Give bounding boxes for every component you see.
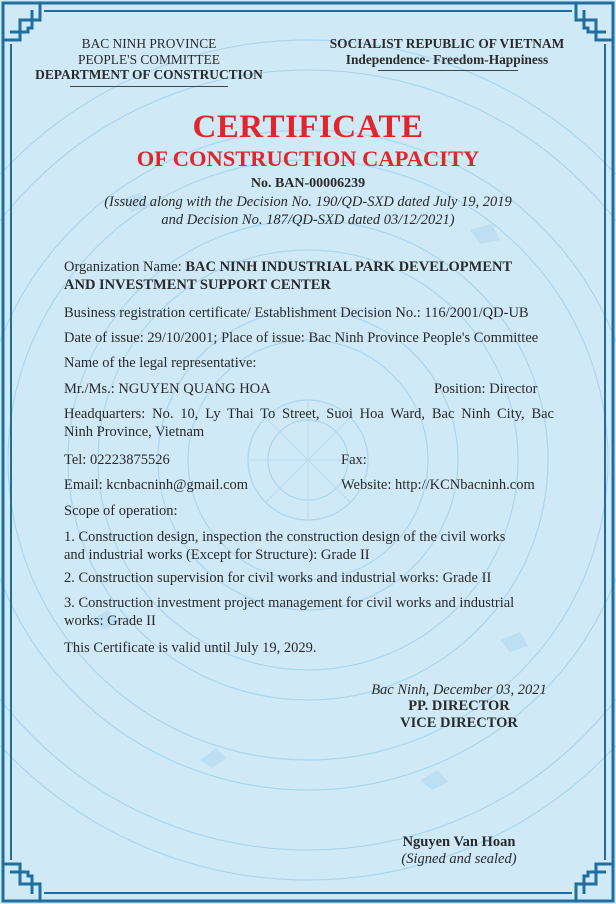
republic-line: SOCIALIST REPUBLIC OF VIETNAM bbox=[329, 36, 565, 51]
committee-line: PEOPLE'S COMMITTEE bbox=[78, 51, 220, 67]
province-line: BAC NINH PROVINCE bbox=[81, 36, 217, 51]
hq-line2: Ninh Province, Vietnam bbox=[64, 424, 205, 440]
org-name-line1: BAC NINH INDUSTRIAL PARK DEVELOPMENT bbox=[185, 259, 513, 275]
tel: Tel: 02223875526 bbox=[64, 452, 170, 468]
scope-item-3-line2: works: Grade II bbox=[64, 613, 156, 629]
fax: Fax: bbox=[341, 452, 367, 468]
legal-rep-label: Name of the legal representative: bbox=[64, 355, 257, 371]
certificate-number: No. BAN-00006239 bbox=[250, 176, 366, 191]
issued-note-line1: (Issued along with the Decision No. 190/QD-SXD dated July 19, 2019 bbox=[104, 194, 512, 210]
scope-item-2: 2. Construction supervision for civil works and industrial works: Grade II bbox=[64, 570, 492, 586]
signed-note: (Signed and sealed) bbox=[401, 851, 517, 867]
rep-name: Mr./Ms.: NGUYEN QUANG HOA bbox=[64, 381, 271, 397]
organization-name bbox=[64, 258, 554, 294]
signatory-name: Nguyen Van Hoan bbox=[402, 834, 516, 850]
legal-rep-row bbox=[64, 380, 554, 398]
scope-label: Scope of operation: bbox=[64, 503, 178, 519]
rep-position: Position: Director bbox=[434, 381, 538, 397]
motto-line: Independence- Freedom-Happiness bbox=[345, 51, 549, 67]
website: Website: http://KCNbacninh.com bbox=[341, 477, 535, 493]
issued-note-line2: and Decision No. 187/QD-SXD dated 03/12/2021) bbox=[161, 212, 455, 228]
scope-item-1-line2: and industrial works (Except for Structure): Grade II bbox=[64, 547, 370, 563]
org-name-line2: AND INVESTMENT SUPPORT CENTER bbox=[64, 277, 331, 293]
vice-director: VICE DIRECTOR bbox=[400, 715, 518, 731]
issued-note bbox=[0, 193, 616, 229]
signatory-title bbox=[330, 698, 588, 732]
scope-item-1 bbox=[64, 528, 554, 564]
national-header bbox=[318, 36, 576, 67]
web-row bbox=[64, 476, 554, 494]
department-line: DEPARTMENT OF CONSTRUCTION bbox=[35, 67, 263, 82]
signing-place-date: Bac Ninh, December 03, 2021 bbox=[371, 682, 547, 698]
hq-line1: Headquarters: No. 10, Ly Thai To Street, Suoi Hoa Ward, Bac Ninh City, Bac bbox=[64, 406, 554, 422]
issuer-underline bbox=[70, 86, 228, 87]
scope-item-3 bbox=[64, 594, 554, 630]
org-label: Organization Name: bbox=[64, 259, 182, 275]
scope-item-1-line1: 1. Construction design, inspection the construction design of the civil works bbox=[64, 529, 506, 545]
motto-underline bbox=[378, 70, 518, 71]
issuer-header bbox=[20, 36, 278, 83]
email: Email: kcnbacninh@gmail.com bbox=[64, 477, 249, 493]
headquarters bbox=[64, 405, 554, 441]
pp-director: PP. DIRECTOR bbox=[408, 698, 510, 714]
validity-statement: This Certificate is valid until July 19, 2029. bbox=[64, 640, 317, 656]
certificate-title: CERTIFICATE bbox=[192, 109, 424, 145]
scope-item-3-line1: 3. Construction investment project management for civil works and industrial bbox=[64, 595, 515, 611]
business-registration: Business registration certificate/ Establishment Decision No.: 116/2001/QD-UB bbox=[64, 305, 529, 321]
date-of-issue: Date of issue: 29/10/2001; Place of issue: Bac Ninh Province People's Committee bbox=[64, 330, 539, 346]
contact-row bbox=[64, 451, 554, 469]
certificate-subtitle: OF CONSTRUCTION CAPACITY bbox=[136, 146, 480, 171]
